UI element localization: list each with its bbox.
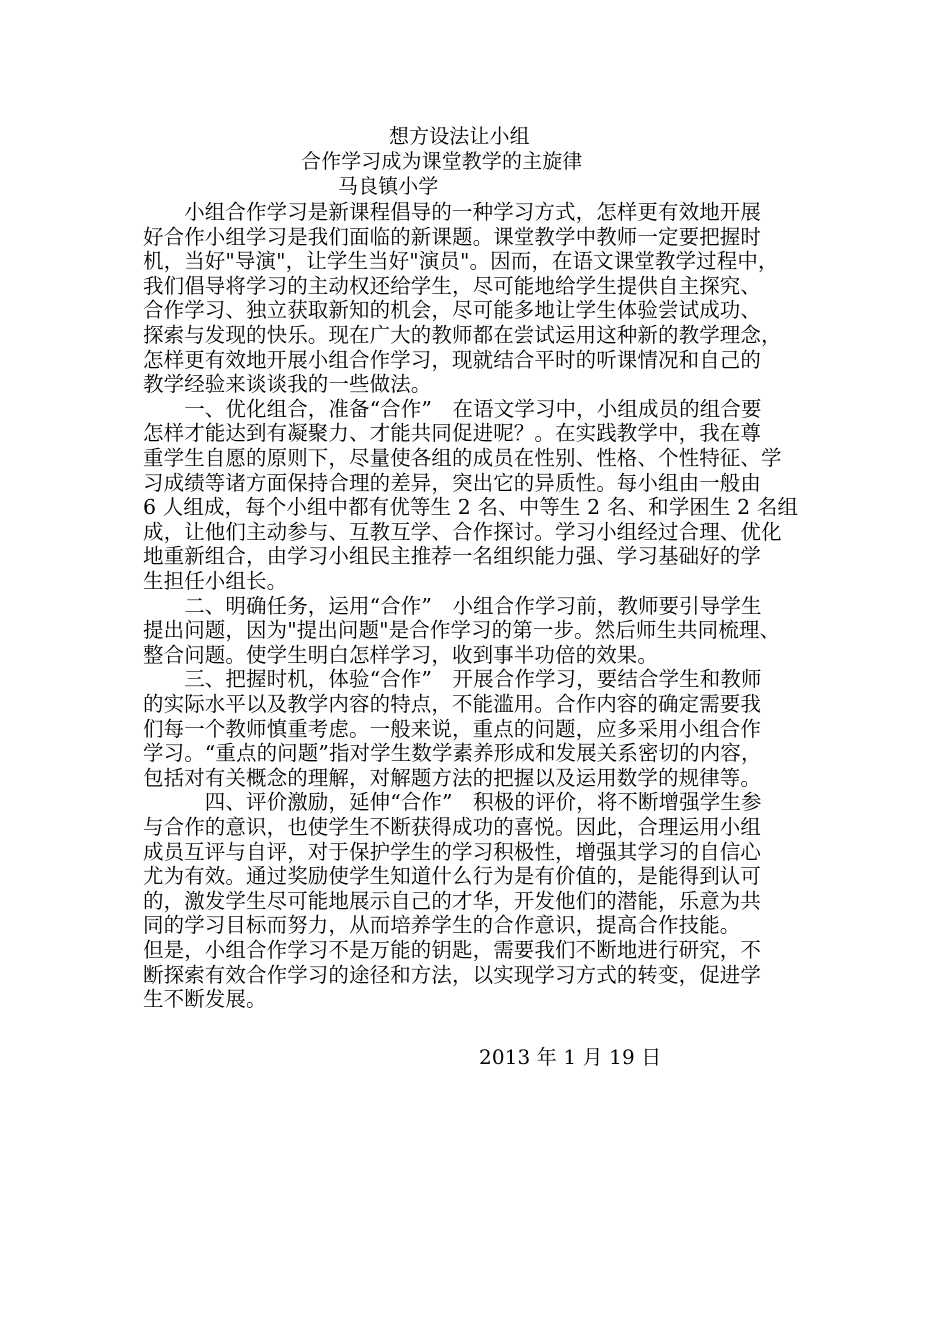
title-line-2: 合作学习成为课堂教学的主旋律 [301,149,583,173]
body-line: 与合作的意识，也使学生不断获得成功的喜悦。因此，合理运用小组 [143,815,761,839]
body-line: 提出问题，因为"提出问题"是合作学习的第一步。然后师生共同梳理、 [143,618,781,643]
body-line: 生不断发展。 [143,987,267,1012]
body-line: 包括对有关概念的理解，对解题方法的把握以及运用数学的规律等。 [143,765,761,790]
body-line: 机，当好"导演"，让学生当好"演员"。因而，在语文课堂教学过程中， [143,249,779,274]
body-line: 地重新组合，由学习小组民主推荐一名组织能力强、学习基础好的学 [143,544,761,569]
body-line: 同的学习目标而努力，从而培养学生的合作意识，提高合作技能。 [143,913,741,938]
body-line: 习成绩等诸方面保持合理的差异，突出它的异质性。每小组由一般由 [143,470,761,495]
body-line: 成，让他们主动参与、互教互学、合作探讨。学习小组经过合理、优化 [143,519,782,544]
body-line: 我们倡导将学习的主动权还给学生，尽可能地给学生提供自主探究、 [143,273,761,298]
body-line: 尤为有效。通过奖励使学生知道什么行为是有价值的，是能得到认可 [143,864,761,889]
body-line: 的，激发学生尽可能地展示自己的才华，开发他们的潜能，乐意为共 [143,888,761,913]
title-line-1: 想方设法让小组 [389,124,530,148]
author-line: 马良镇小学 [338,174,439,198]
body-line: 重学生自愿的原则下，尽量使各组的成员在性别、性格、个性特征、学 [143,446,782,470]
body-line: 6 人组成，每个小组中都有优等生 2 名、中等生 2 名、和学困生 2 名组 [143,495,799,520]
body-line: 但是，小组合作学习不是万能的钥匙，需要我们不断地进行研究，不 [143,938,761,962]
body-line: 的实际水平以及教学内容的特点，不能滥用。合作内容的确定需要我 [143,692,761,716]
body-line: 合作学习、独立获取新知的机会，尽可能多地让学生体验尝试成功、 [143,298,761,323]
body-line: 整合问题。使学生明白怎样学习，收到事半功倍的效果。 [143,642,658,667]
body-line: 四、评价激励，延伸“合作” 积极的评价，将不断增强学生参 [143,790,762,815]
body-line: 学习。“重点的问题”指对学生数学素养形成和发展关系密切的内容， [143,741,762,766]
body-line: 二、明确任务，运用“合作” 小组合作学习前，教师要引导学生 [143,593,762,618]
body-line: 成员互评与自评，对于保护学生的学习积极性，增强其学习的自信心 [143,839,761,864]
body-line: 探索与发现的快乐。现在广大的教师都在尝试运用这种新的教学理念， [143,323,782,347]
body-line: 小组合作学习是新课程倡导的一种学习方式，怎样更有效地开展 [143,200,761,224]
date-line: 2013 年 1 月 19 日 [479,1045,662,1069]
body-line: 们每一个教师慎重考虑。一般来说，重点的问题，应多采用小组合作 [143,716,761,741]
body-line: 教学经验来谈谈我的一些做法。 [143,372,432,397]
body-line: 一、优化组合，准备“合作” 在语文学习中，小组成员的组合要 [143,396,762,421]
body-line: 怎样才能达到有凝聚力、才能共同促进呢？。在实践教学中，我在尊 [143,421,761,446]
body-line: 生担任小组长。 [143,569,288,593]
body-line: 好合作小组学习是我们面临的新课题。课堂教学中教师一定要把握时 [143,224,761,249]
body-line: 断探索有效合作学习的途径和方法，以实现学习方式的转变，促进学 [143,962,761,987]
body-line: 怎样更有效地开展小组合作学习，现就结合平时的听课情况和自己的 [143,347,761,372]
body-line: 三、把握时机，体验“合作” 开展合作学习，要结合学生和教师 [143,667,762,692]
